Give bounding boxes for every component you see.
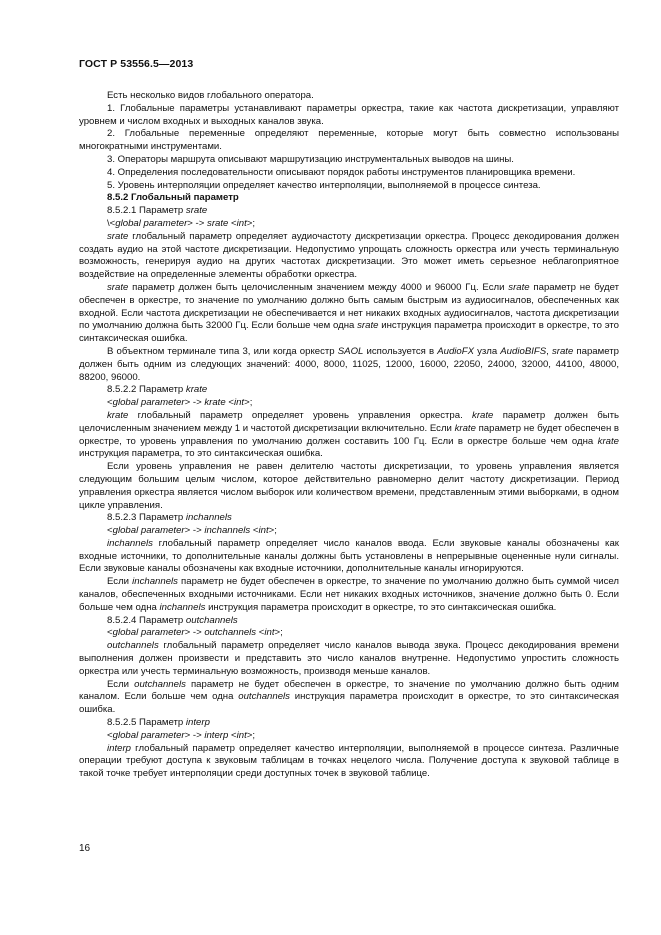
paragraph: interp глобальный параметр определяет качество интерполяции, выполняемой в процессе синтеза. Различные операции требуют доступа к звуковым таблицам в точках нецелого числа. Получение доступа к звуковой таблице в такой точке требует интерполяции среди доступных точек в звуковой таблице. bbox=[79, 742, 619, 780]
paragraph: <global parameter> -> inchannels <int>; bbox=[107, 525, 277, 537]
paragraph: 8.5.2.3 Параметр inchannels bbox=[107, 512, 232, 524]
paragraph: outchannels глобальный параметр определяет число каналов вывода звука. Процесс декодирования времени выполнения должен произвести и представить это число каналов внутренне. Недопустимо упростить сложность оркестра или учесть терминальную возможность, производя меньше каналов. bbox=[79, 640, 619, 677]
paragraph: srate параметр должен быть целочисленным значением между 4000 и 96000 Гц. Если srate параметр не будет обеспечен в оркестре, то значение по умолчанию должно быть самым быстрым из аудиосигналов, обеспеченных как входной. Если частота дискретизации не обеспечивается и нет никаких входных аудиосигналов, частота дискретизации по умолчанию должна быть 32000 Гц. Если больше чем одна srate инструкция параметра происходит в оркестре, то это синтаксическая ошибка. bbox=[79, 281, 619, 345]
paragraph: <global parameter> -> interp <int>; bbox=[107, 729, 256, 741]
paragraph: Если уровень управления не равен делителю частоты дискретизации, то уровень управления является следующим большим целым числом, которое действительно равномерно делит частоту дискретизации. Период управления оркестра является числом выборок или количеством времени, представленным этими выборками, в одном цикле управления. bbox=[79, 461, 619, 511]
paragraph: 3. Операторы маршрута описывают маршрутизацию инструментальных выводов на шины. bbox=[107, 153, 514, 165]
paragraph: <global parameter> -> outchannels <int>; bbox=[107, 627, 283, 639]
paragraph: <global parameter> -> krate <int>; bbox=[107, 397, 253, 409]
paragraph: 8.5.2.2 Параметр krate bbox=[107, 384, 208, 396]
paragraph: srate глобальный параметр определяет аудиочастоту дискретизации оркестра. Процесс декодирования должен создать аудио на этой частоте дискретизации. Недопустимо упрощать сложность оркестра или учесть терминальную возможность, генерируя аудио на других частотах дискретизации. Это может иметь серьезное неблагоприятное воздействие на определенные элементы обработки оркестра. bbox=[79, 230, 619, 281]
paragraph: 2. Глобальные переменные определяют переменные, которые могут быть совместно использованы многократными инструментами. bbox=[79, 128, 619, 153]
paragraph: \<global parameter> -> srate <int>; bbox=[107, 217, 256, 229]
paragraph: 1. Глобальные параметры устанавливают параметры оркестра, такие как частота дискретизации, управляют уровнем и числом входных и выходных каналов звука. bbox=[79, 102, 619, 127]
page-header: ГОСТ Р 53556.5—2013 bbox=[79, 58, 194, 70]
paragraph: Если inchannels параметр не будет обеспечен в оркестре, то значение по умолчанию должно быть суммой чисел каналов, обеспеченных входными источниками. Если нет никаких входных источников, значение должно быть 0. Если больше чем одна inchannels инструкция параметра происходит в оркестре, то это синтаксическая ошибка. bbox=[79, 576, 619, 613]
document-body bbox=[79, 90, 619, 781]
page-number: 16 bbox=[79, 843, 91, 854]
section-heading: 8.5.2 Глобальный параметр bbox=[107, 192, 239, 204]
paragraph: 4. Определения последовательности описывают порядок работы инструментов планировщика времени. bbox=[107, 166, 576, 178]
paragraph: krate глобальный параметр определяет уровень управления оркестра. krate параметр должен быть целочисленным значением между 1 и частотой дискретизации включительно. Если krate параметр не будет обеспечен в оркестре, то уровень управления по умолчанию должен составить 100 Гц. Если в оркестре больше чем одна krate инструкция параметра, то это синтаксическая ошибка. bbox=[79, 409, 620, 460]
paragraph: Если outchannels параметр не будет обеспечен в оркестре, то значение по умолчанию должно быть одним каналом. Если больше чем одна outchannels инструкция параметра происходит в оркестре, то это синтаксическая ошибка. bbox=[79, 678, 619, 716]
paragraph: Есть несколько видов глобального оператора. bbox=[107, 90, 314, 101]
paragraph: inchannels глобальный параметр определяет число каналов ввода. Если звуковые каналы обозначены как входные источники, то дополнительные каналы должны быть установлены в непрерывные оцененные нули сигналы. Если звуковые каналы обозначены как входные источники, дополнительные каналы игнорируются. bbox=[79, 537, 619, 575]
paragraph: 8.5.2.5 Параметр interp bbox=[107, 717, 210, 729]
paragraph: 8.5.2.1 Параметр srate bbox=[107, 205, 208, 217]
paragraph: 8.5.2.4 Параметр outchannels bbox=[107, 614, 238, 626]
paragraph: В объектном терминале типа 3, или когда оркестр SAOL используется в AudioFX узла AudioBIFS, srate параметр должен быть одним из следующих значений: 4000, 8000, 11025, 12000, 16000, 22050, 24000, 32000, 44100, 48000, 88200, 96000. bbox=[79, 345, 619, 383]
paragraph: 5. Уровень интерполяции определяет качество интерполяции, выполняемой в процессе синтеза. bbox=[107, 179, 541, 191]
